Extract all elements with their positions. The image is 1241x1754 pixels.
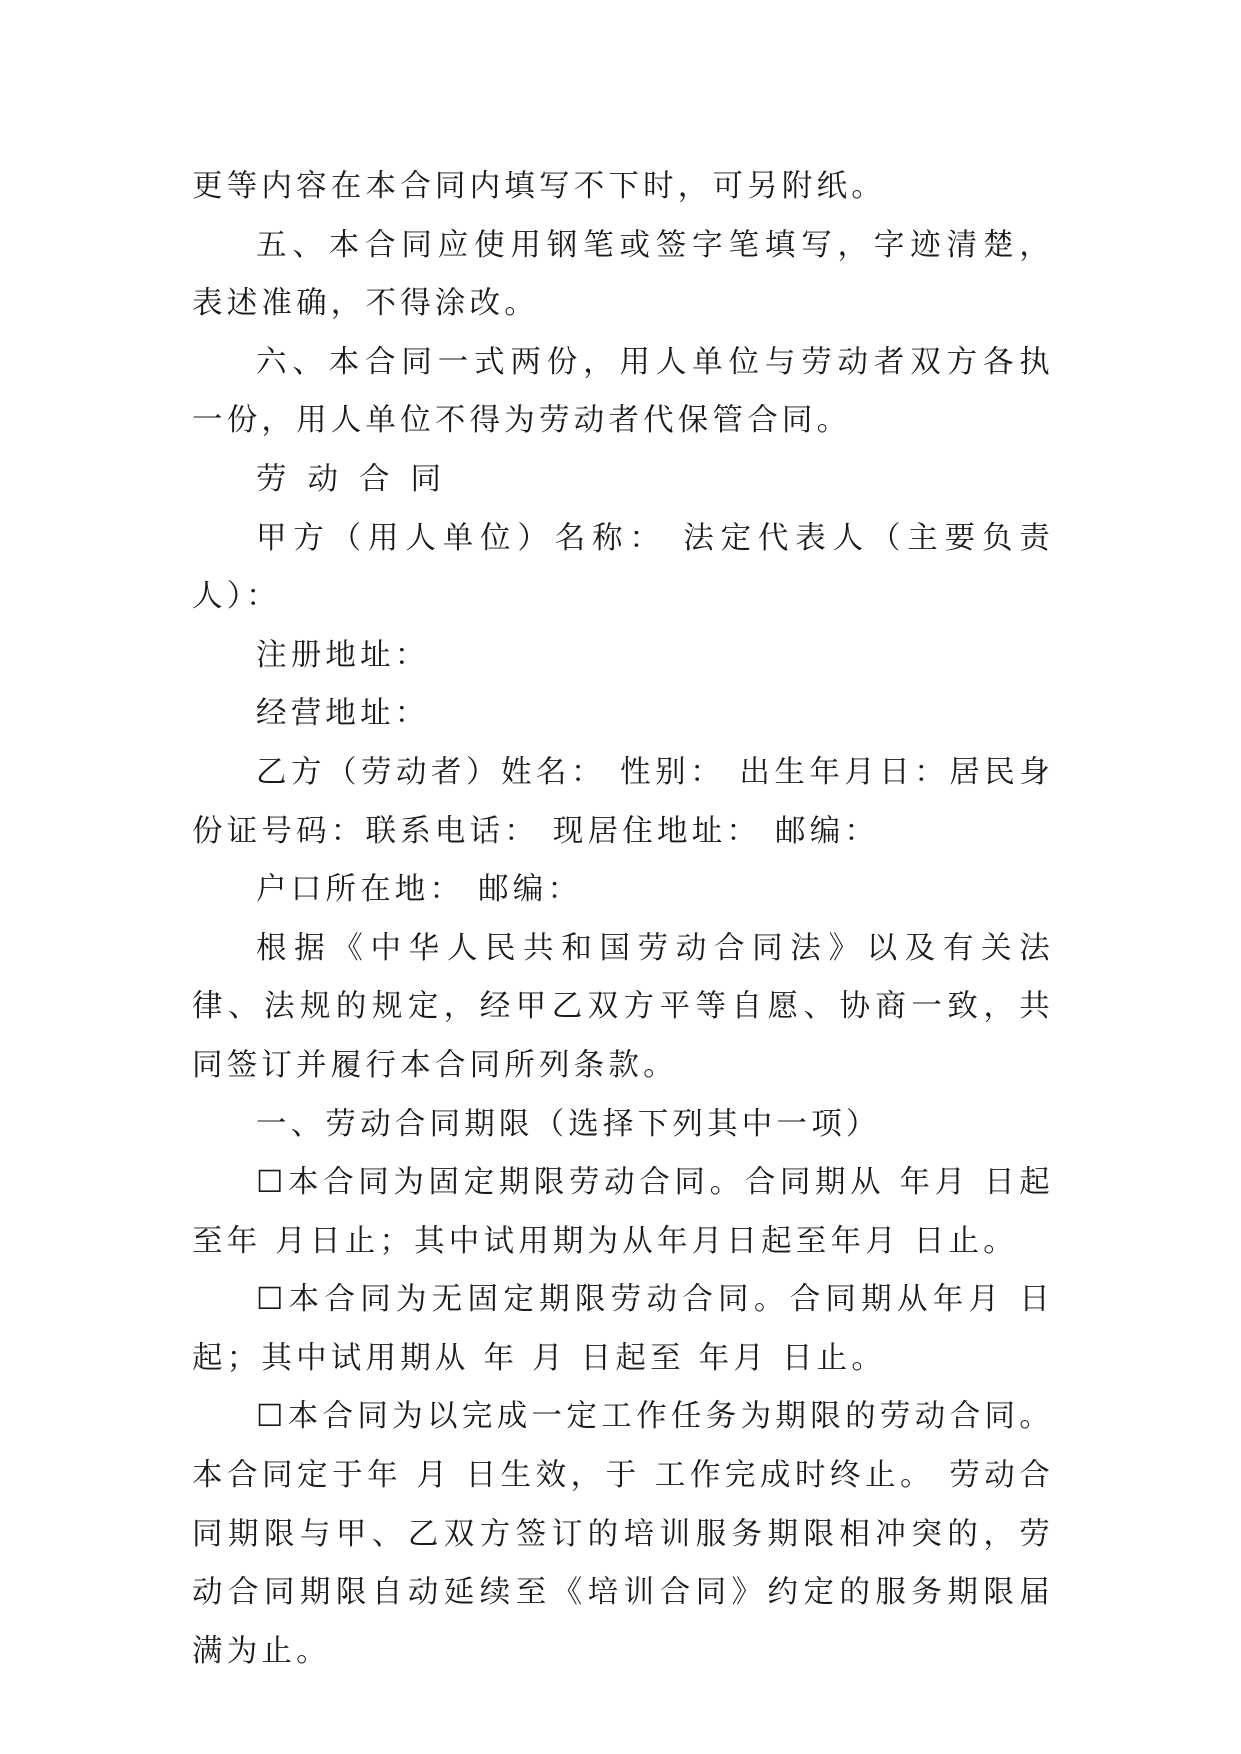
paragraph-note-5: 五、本合同应使用钢笔或签字笔填写，字迹清楚，表述准确，不得涂改。 — [192, 227, 1054, 322]
paragraph-party-b: 乙方（劳动者）姓名： 性别： 出生年月日：居民身份证号码：联系电话： 现居住地址： 邮编： — [192, 754, 1054, 849]
option-open-term: ☐本合同为无固定期限劳动合同。合同期从年月 日起；其中试用期从 年 月 日起至 年月 日止。 — [192, 1282, 1054, 1376]
contract-title: 劳动合同 — [256, 461, 462, 497]
paragraph-continuation: 更等内容在本合同内填写不下时，可另附纸。 — [192, 169, 886, 204]
paragraph-legal-basis: 根据《中华人民共和国劳动合同法》以及有关法律、法规的规定，经甲乙双方平等自愿、协商一致，共同签订并履行本合同所列条款。 — [192, 930, 1054, 1083]
paragraph-party-a-name: 甲方（用人单位）名称： 法定代表人（主要负责人）： — [192, 520, 1054, 615]
option-task-term: ☐本合同为以完成一定工作任务为期限的劳动合同。本合同定于年 月 日生效，于 工作完成时终止。 劳动合同期限与甲、乙双方签订的培训服务期限相冲突的，劳动合同期限自动延续至《培训合同》约定的服务期限届满为止。 — [192, 1399, 1054, 1669]
document-page — [192, 158, 1054, 1681]
paragraph-business-address: 经营地址： — [256, 696, 430, 732]
paragraph-registered-address: 注册地址： — [256, 637, 430, 673]
section-heading-term: 一、劳动合同期限（选择下列其中一项） — [256, 1106, 881, 1142]
paragraph-household: 户口所在地： 邮编： — [256, 872, 583, 908]
option-fixed-term: ☐本合同为固定期限劳动合同。合同期从 年月 日起至年 月日止；其中试用期为从年月日起至年月 日止。 — [192, 1165, 1054, 1259]
paragraph-note-6: 六、本合同一式两份，用人单位与劳动者双方各执一份，用人单位不得为劳动者代保管合同。 — [192, 344, 1054, 439]
